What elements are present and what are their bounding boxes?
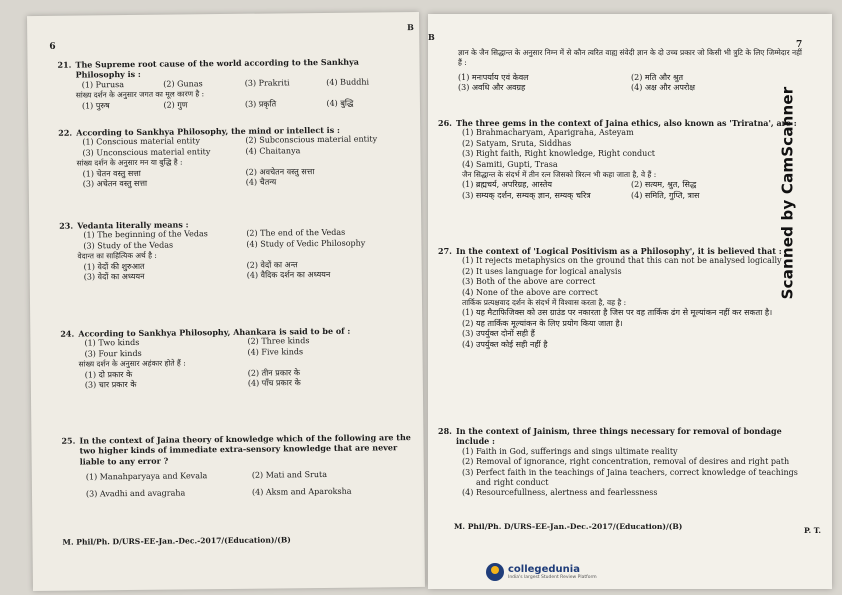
footer-left: M. Phil/Ph. D/URS-EE-Jan.-Dec.-2017/(Education)/(B) — [62, 535, 291, 547]
question-text: According to Sankhya Philosophy, the mind or intellect is : — [76, 124, 340, 138]
question-number: 21. — [57, 59, 72, 70]
option-2: (2) Three kinds — [247, 336, 310, 347]
question-text: In the context of Jaina theory of knowledge which of the following are the two higher kinds of immediate extra-sensory knowledge that are never liable to any error ? — [79, 432, 411, 467]
option-4: (4) Five kinds — [247, 347, 304, 357]
option-2: (2) Subconscious material entity — [245, 134, 378, 146]
option-1-hindi: (1) पुरुष — [81, 100, 110, 111]
option-2: (2) Gunas — [163, 79, 203, 89]
collegedunia-logo-icon — [486, 563, 504, 581]
option-3: (3) Prakriti — [244, 78, 290, 88]
question-text-hindi: वेदान्त का साहित्यिक अर्थ है : — [77, 250, 157, 261]
question-25-hindi — [454, 48, 804, 94]
option-2-hindi: (2) यह तार्किक मूल्यांकन के लिए प्रयोग किया जाता है। — [462, 318, 623, 328]
option-1-hindi: (1) दो प्रकार के — [84, 369, 133, 380]
option-2-hindi: (2) मति और श्रुत — [631, 72, 684, 82]
option-2-hindi: (2) सत्यम, श्रुत, सिद्ध — [631, 180, 697, 190]
option-4: (4) Resourcefullness, alertness and fearlessness — [462, 488, 658, 498]
question-number: 24. — [60, 328, 75, 339]
question-text-hindi: सांख्य दर्शन के अनुसार जगत का मूल कारण है : — [75, 89, 205, 100]
option-2-hindi: (2) गुण — [163, 100, 188, 110]
option-1-hindi: (1) यह मैटाफिजिक्स को उस ग्राउंड पर नकारता है जिस पर वह तार्किक ढंग से मूल्यांकन नहीं कर सकता है। — [462, 308, 773, 318]
question-text-hindi: ज्ञान के जैन सिद्धान्त के अनुसार निम्न में से कौन त्वरित वाह्य संवेदी ज्ञान के दो उच्च प्रकार जो किसी भी त्रुटि के लिए जिम्मेदार नहीं हैं : — [458, 48, 802, 68]
question-text-hindi: सांख्य दर्शन के अनुसार अहंकार होते हैं : — [78, 358, 186, 369]
option-4: (4) Study of Vedic Philosophy — [246, 238, 366, 249]
option-3: (3) Both of the above are correct — [462, 277, 596, 287]
option-3-hindi: (3) वेदों का अध्ययन — [83, 271, 145, 282]
question-number: 27. — [438, 246, 452, 256]
question-27 — [438, 246, 800, 350]
question-28 — [438, 426, 810, 499]
set-code-left: B — [407, 22, 414, 33]
option-1-hindi: (1) चेतन वस्तु सत्ता — [82, 168, 141, 179]
option-4-hindi: (4) बुद्धि — [326, 98, 354, 108]
logo-name: collegedunia — [508, 564, 580, 575]
option-2: (2) Removal of ignorance, right concentration, removal of desires and right path — [462, 457, 790, 467]
footer-right: M. Phil/Ph. D/URS-EE-Jan.-Dec.-2017/(Education)/(B) — [454, 522, 683, 531]
question-number: 22. — [58, 127, 73, 138]
camscanner-watermark: Scanned by CamScanner — [778, 86, 797, 300]
question-text-hindi: सांख्य दर्शन के अनुसार मन या बुद्धि है : — [76, 157, 183, 168]
option-3-hindi: (3) प्रकृति — [244, 99, 277, 109]
question-text-hindi: तार्किक प्रत्यक्षवाद दर्शन के संदर्भ में विश्वास करता है, वह है : — [462, 298, 627, 308]
option-4: (4) Chaitanya — [245, 146, 301, 156]
option-3: (3) Perfect faith in the teachings of Jaina teachers, correct knowledge of teachings and right conduct — [462, 467, 798, 488]
question-25 — [61, 432, 418, 500]
question-text: In the context of 'Logical Positivism as a Philosophy', it is believed that : — [456, 246, 782, 256]
question-23 — [59, 217, 410, 283]
option-4: (4) Buddhi — [326, 77, 370, 87]
option-1: (1) It rejects metaphysics on the ground that this can not be analysed logically — [462, 256, 782, 266]
option-3: (3) Avadhi and avagraha — [85, 488, 186, 499]
option-1: (1) Conscious material entity — [82, 136, 201, 147]
question-text: The Supreme root cause of the world according to the Sankhya Philosophy is : — [75, 56, 359, 80]
option-3-hindi: (3) उपर्युक्त दोनों सही हैं — [462, 329, 535, 339]
page-turn-marker: P. T. — [804, 526, 822, 535]
option-2: (2) The end of the Vedas — [246, 228, 346, 239]
question-number: 28. — [438, 426, 452, 436]
option-1-hindi: (1) ब्रह्मचर्य, अपरिग्रह, आस्तेय — [462, 180, 552, 190]
logo-tagline: India's largest Student Review Platform — [508, 575, 597, 580]
question-number: 25. — [61, 435, 76, 446]
collegedunia-logo — [486, 563, 597, 581]
option-4: (4) Aksm and Aparoksha — [251, 486, 352, 497]
option-3-hindi: (3) अवधि और अवग्रह — [458, 83, 526, 93]
option-1: (1) Purusa — [81, 79, 125, 90]
option-4-hindi: (4) चैतन्य — [245, 177, 277, 187]
option-1: (1) The beginning of the Vedas — [83, 229, 208, 240]
option-2: (2) It uses language for logical analysis — [462, 266, 622, 276]
option-4-hindi: (4) वैदिक दर्शन का अध्ययन — [246, 269, 331, 280]
option-4: (4) None of the above are correct — [462, 287, 598, 297]
option-1: (1) Brahmacharyam, Aparigraha, Asteyam — [462, 128, 634, 138]
option-4-hindi: (4) समिति, गुप्ति, त्रास — [631, 190, 700, 200]
question-text: In the context of Jainism, three things necessary for removal of bondage include : — [456, 426, 782, 447]
question-26 — [438, 118, 800, 201]
question-number: 23. — [59, 220, 74, 231]
option-4: (4) Samiti, Gupti, Trasa — [462, 159, 558, 169]
option-3-hindi: (3) अचेतन वस्तु सत्ता — [82, 178, 148, 189]
option-3: (3) Study of the Vedas — [83, 240, 174, 251]
option-2: (2) Satyam, Sruta, Siddhas — [462, 138, 572, 148]
question-text-hindi: जैन सिद्धान्त के संदर्भ में तीन रत्न जिसको त्रिरत्न भी कहा जाता है, वे हैं : — [462, 170, 657, 180]
option-3: (3) Four kinds — [84, 348, 142, 359]
option-1: (1) Manahparyaya and Kevala — [85, 471, 208, 482]
option-2-hindi: (2) तीन प्रकार के — [247, 367, 301, 378]
question-text: According to Sankhya Philosophy, Ahankara is said to be of : — [78, 325, 351, 339]
question-24 — [60, 325, 411, 391]
option-2-hindi: (2) अवचेतन वस्तु सत्ता — [245, 166, 315, 177]
page-number-left: 6 — [49, 41, 56, 52]
option-4-hindi: (4) उपर्युक्त कोई सही नहीं है — [462, 339, 548, 349]
option-3-hindi: (3) चार प्रकार के — [84, 379, 137, 390]
option-1: (1) Faith in God, sufferings and sings ultimate reality — [462, 446, 678, 456]
right-page — [428, 14, 832, 589]
option-3: (3) Right faith, Right knowledge, Right conduct — [462, 149, 656, 159]
option-4-hindi: (4) पाँच प्रकार के — [247, 378, 301, 388]
question-number: 26. — [438, 118, 452, 128]
question-text: Vedanta literally means : — [77, 219, 189, 231]
option-2: (2) Mati and Sruta — [251, 470, 328, 480]
option-1-hindi: (1) मनःपर्याय एवं केवल — [458, 72, 529, 82]
page-number-right: 7 — [796, 40, 803, 50]
question-21 — [57, 56, 408, 112]
left-page — [27, 12, 425, 591]
question-text: The three gems in the context of Jaina ethics, also known as 'Triratna', are : — [456, 118, 797, 128]
option-1-hindi: (1) वेदों की शुरुआत — [83, 261, 145, 272]
set-code-right: B — [428, 32, 435, 42]
option-4-hindi: (4) अक्ष और अपरोक्ष — [631, 83, 696, 93]
question-22 — [58, 124, 409, 190]
option-3: (3) Unconscious material entity — [82, 146, 211, 158]
option-2-hindi: (2) वेदों का अन्त — [246, 259, 298, 270]
option-3-hindi: (3) सम्यक् दर्शन, सम्यक् ज्ञान, सम्यक् चरित्र — [462, 190, 591, 200]
option-1: (1) Two kinds — [84, 338, 140, 348]
